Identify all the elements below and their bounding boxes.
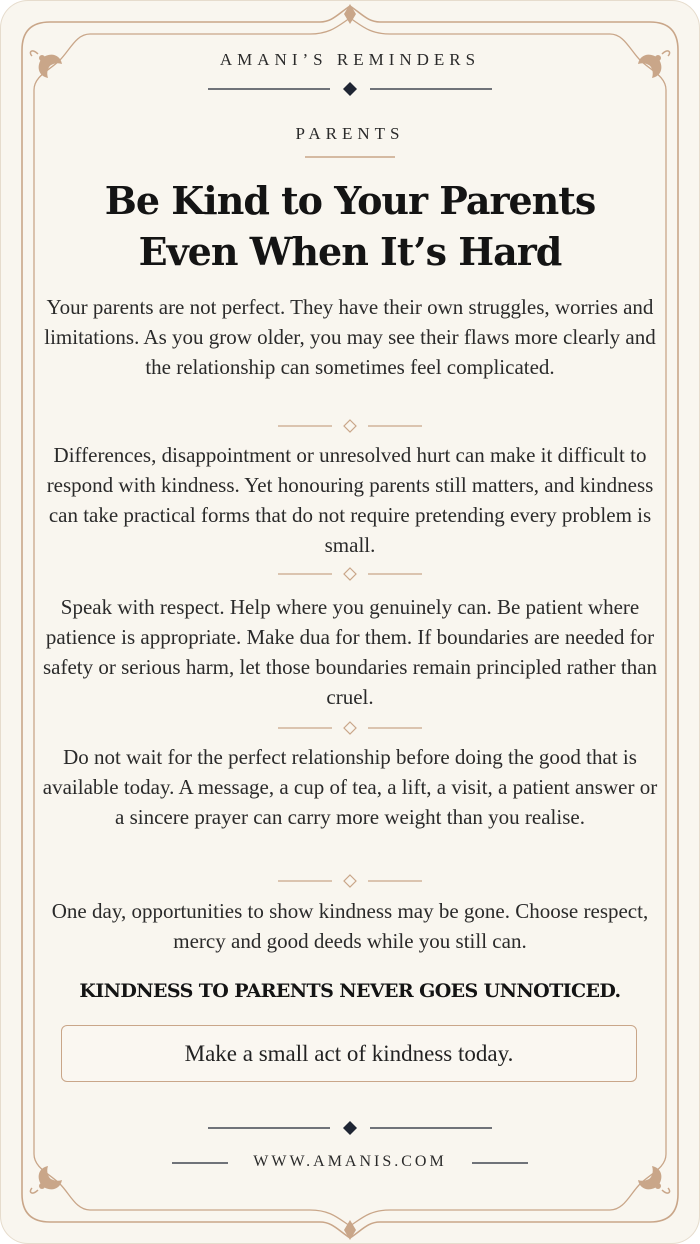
category-label: PARENTS — [295, 124, 405, 143]
call-to-action-box — [61, 1025, 637, 1082]
website-url[interactable]: WWW.AMANIS.COM — [253, 1153, 447, 1170]
paragraph-5: One day, opportunities to show kindness may be gone. Choose respect, mercy and good deeds while you still can. — [51, 899, 649, 953]
call-to-action-text: Make a small act of kindness today. — [184, 1040, 514, 1066]
paragraph-3: Speak with respect. Help where you genuinely can. Be patient where patience is appropriate. Make dua for them. If boundaries are needed for safety or serious harm, let those boundaries remain principled rather than cruel. — [42, 595, 658, 709]
title-line-2: Even When It’s Hard — [138, 229, 562, 274]
page-title — [0, 175, 700, 277]
closing-statement: KINDNESS TO PARENTS NEVER GOES UNNOTICED. — [79, 980, 621, 1002]
title-line-1: Be Kind to Your Parents — [104, 178, 596, 223]
paragraph-2: Differences, disappointment or unresolved hurt can make it difficult to respond with kindness. Yet honouring parents still matters, and kindness can take practical forms that do not require pretending every problem is small. — [46, 443, 654, 557]
paragraph-4: Do not wait for the perfect relationship before doing the good that is available today. A message, a cup of tea, a lift, a visit, a patient answer or a sincere prayer can carry more weight than you realise. — [42, 745, 658, 829]
paragraph-1: Your parents are not perfect. They have their own struggles, worries and limitations. As you grow older, you may see their flaws more clearly and the relationship can sometimes feel complicated. — [44, 295, 656, 379]
brand-name: AMANI’S REMINDERS — [219, 50, 481, 69]
